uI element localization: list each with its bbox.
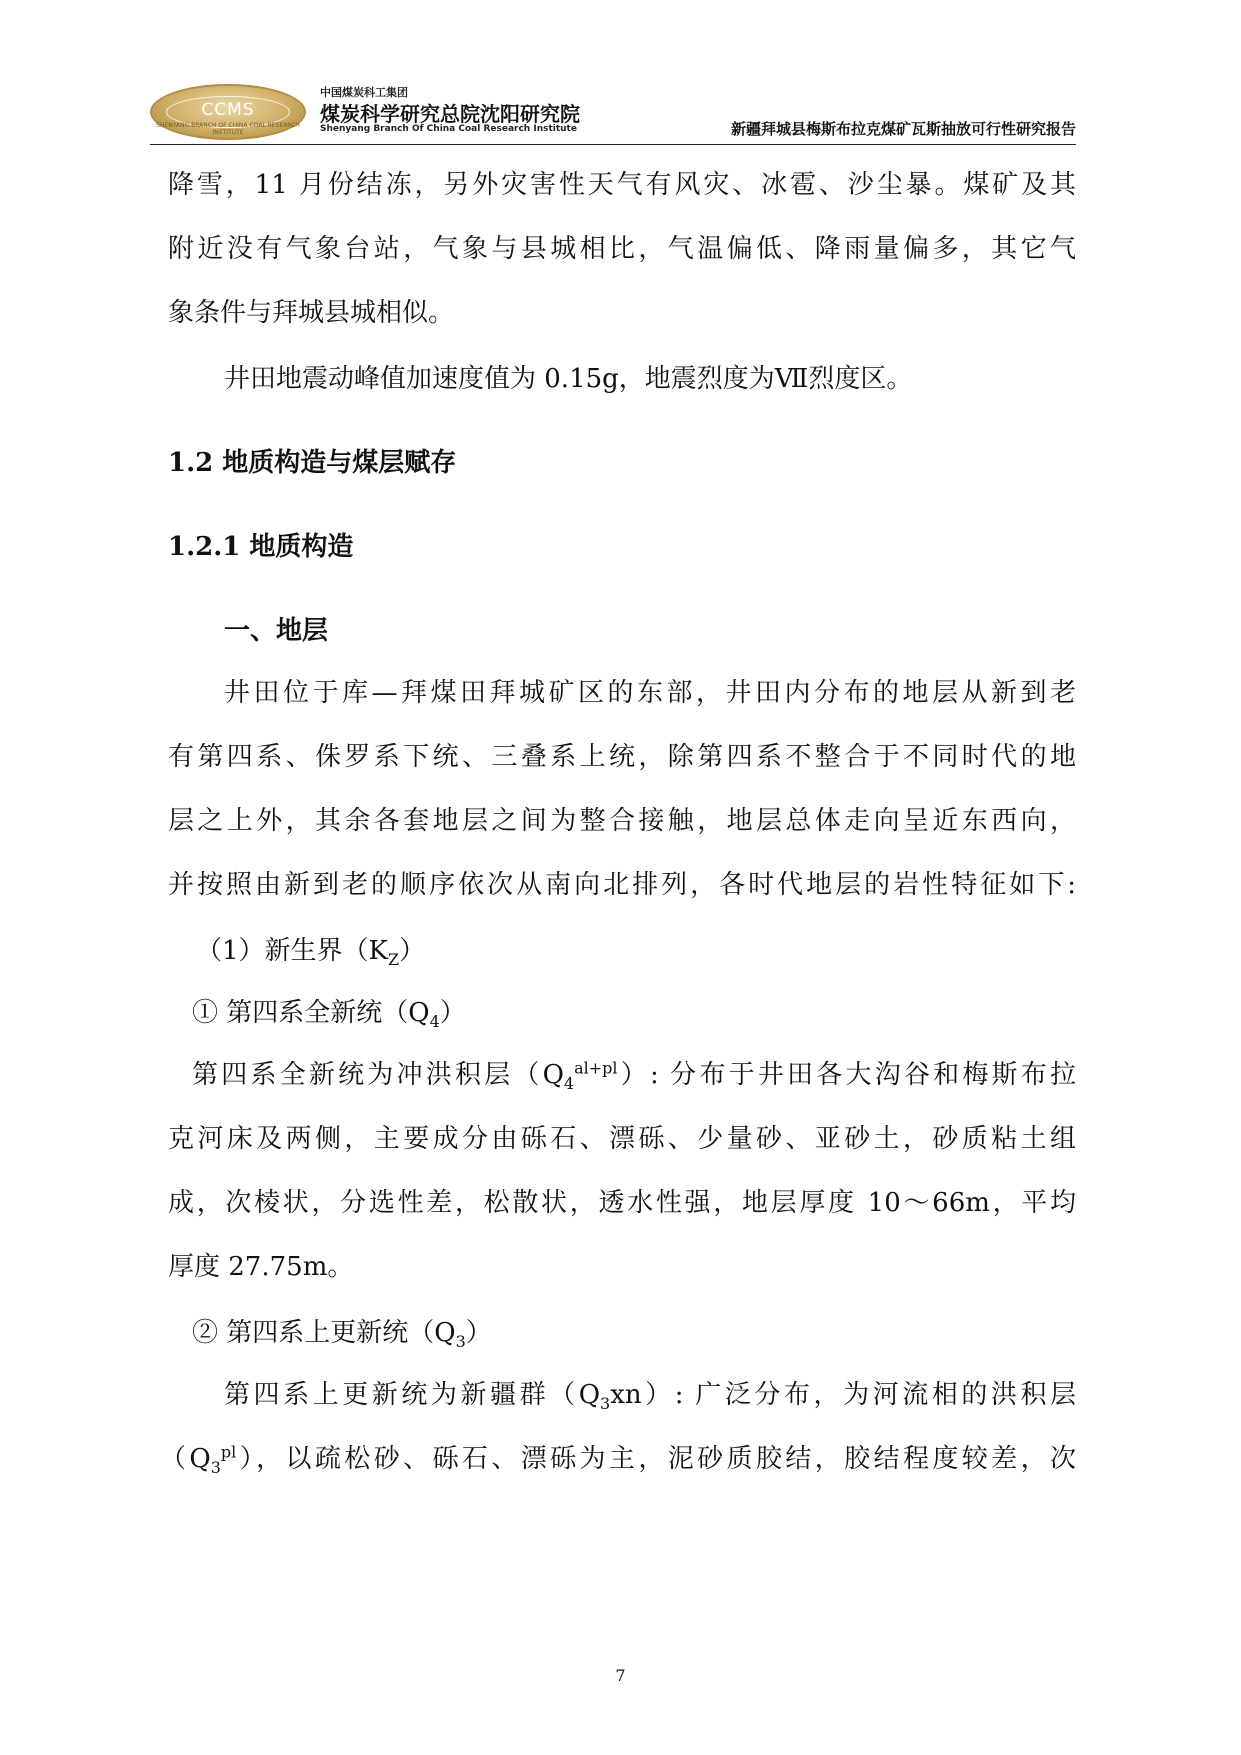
item-cenozoic-text: （1）新生界（K [196,936,388,966]
page-number: 7 [615,1666,626,1685]
subscript: 4 [563,1074,575,1094]
q3pl-open: （Q [160,1444,211,1474]
superscript: al+pl [574,1058,618,1078]
q3pl-text: ），以疏松砂、砾石、漂砾为主，泥砂质胶结，胶结程度较差，次 [236,1444,1076,1474]
heading-q4 [192,996,1076,1030]
report-title: 新疆拜城县梅斯布拉克煤矿瓦斯抽放可行性研究报告 [730,120,1076,138]
section-heading-1-2: 1.2 地质构造与煤层赋存 [168,448,457,478]
paragraph-line [224,1378,1076,1412]
ccms-logo [150,84,306,140]
paragraph-line: 井田位于库—拜煤田拜城矿区的东部，井田内分布的地层从新到老 [224,678,1076,708]
heading-q4-close: ） [439,998,466,1028]
q4-text: 第四系全新统为冲洪积层（Q [192,1060,564,1090]
paragraph-line [192,1058,1076,1092]
paragraph-line: 厚度 27.75m。 [168,1252,354,1282]
paragraph-line: 附近没有气象台站，气象与县城相比，气温偏低、降雨量偏多，其它气 [168,234,1076,264]
logo-text: CCMS [201,100,255,120]
q3-text: 第四系上更新统为新疆群（Q [224,1380,601,1410]
item-cenozoic-close: ） [399,936,426,966]
q4-text-rest: ）: 分布于井田各大沟谷和梅斯布拉 [617,1060,1076,1090]
paragraph-line: 成，次棱状，分选性差，松散状，透水性强，地层厚度 10～66m，平均 [168,1188,1076,1218]
q3-text-rest: xn）: 广泛分布，为河流相的洪积层 [610,1380,1076,1410]
subsection-heading-strata: 一、地层 [224,616,329,646]
logo-arc-text: SHENYANG BRANCH OF CHINA COAL RESEARCH INSTITUTE [156,122,300,136]
org-group: 中国煤炭科工集团 [320,86,408,99]
paragraph-line: 层之上外，其余各套地层之间为整合接触，地层总体走向呈近东西向， [168,806,1076,836]
heading-q4-text: ① 第四系全新统（Q [192,998,430,1028]
item-cenozoic [196,934,1076,968]
paragraph-line: 井田地震动峰值加速度值为 0.15g，地震烈度为Ⅶ烈度区。 [224,364,913,394]
org-name-en: Shenyang Branch Of China Coal Research Institute [320,124,577,134]
subscript: 3 [210,1458,221,1478]
paragraph-line: 降雪，11 月份结冻，另外灾害性天气有风灾、冰雹、沙尘暴。煤矿及其 [168,170,1076,200]
heading-q3 [192,1316,1076,1350]
subscript: 3 [600,1394,611,1414]
paragraph-line: 并按照由新到老的顺序依次从南向北排列，各时代地层的岩性特征如下: [168,870,1076,900]
paragraph-line: 克河床及两侧，主要成分由砾石、漂砾、少量砂、亚砂土，砂质粘土组 [168,1124,1076,1154]
paragraph-line: 有第四系、侏罗系下统、三叠系上统，除第四系不整合于不同时代的地 [168,742,1076,772]
subscript: 4 [429,1012,440,1032]
subscript: Z [387,950,400,970]
heading-q3-text: ② 第四系上更新统（Q [192,1318,456,1348]
paragraph-line [160,1442,1076,1476]
subscript: 3 [455,1332,466,1352]
section-heading-1-2-1: 1.2.1 地质构造 [168,532,354,562]
page-header [150,78,1076,142]
header-rule [150,144,1076,145]
heading-q3-close: ） [465,1318,492,1348]
paragraph-line: 象条件与拜城县城相似。 [168,298,455,328]
superscript: pl [220,1442,237,1462]
org-name: 煤炭科学研究总院沈阳研究院 [320,102,580,126]
